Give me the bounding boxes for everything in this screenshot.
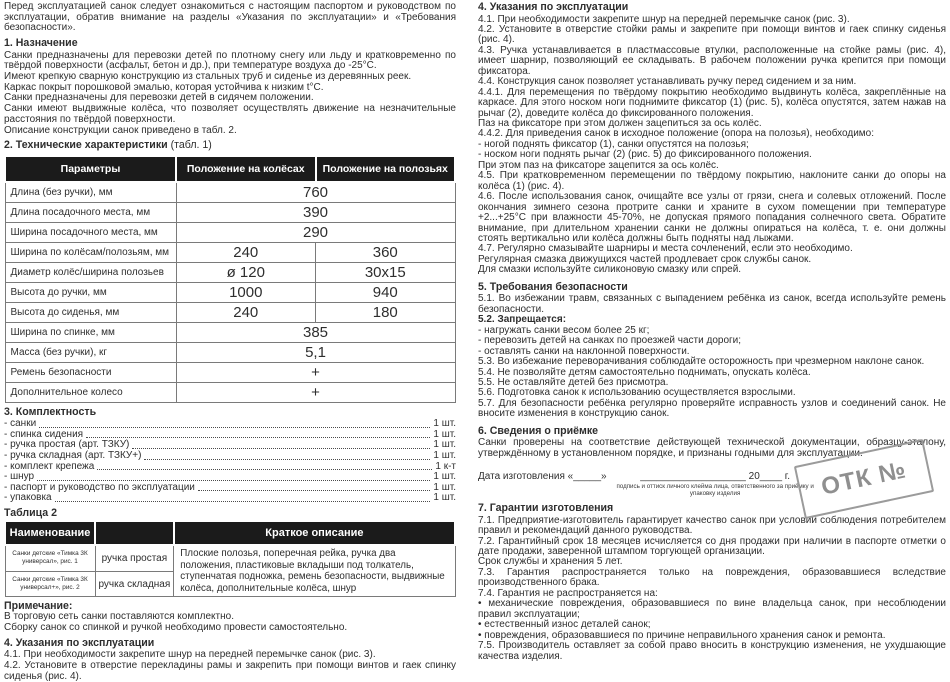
paragraph: В торговую сеть санки поставляются комплектно. [4, 611, 234, 623]
paragraph: Санки проверены на соответствие действующей технической документации, образцу-эталону, утверждённому в установленном порядке, и признаны годными для эксплуатации. [478, 437, 946, 459]
paragraph: Описание конструкции санок приведено в табл. 2. [4, 124, 237, 136]
paragraph: 7.5. Производитель оставляет за собой право вносить в конструкцию изменения, не ухудшающие качества изделия. [478, 640, 946, 662]
dot-leader [55, 501, 431, 502]
param-value: 180 [316, 302, 456, 322]
section-4-left-title: 4. Указания по эксплуатации [4, 636, 155, 649]
model-handle: ручка простая [95, 545, 174, 571]
dot-leader [97, 469, 432, 470]
param-value: 240 [176, 302, 316, 322]
models-table [4, 520, 456, 597]
section-2-title [4, 140, 456, 152]
kit-item-qty: 1 шт. [433, 428, 456, 440]
kit-item-name: - шнур [4, 471, 35, 483]
intro-paragraph: Перед эксплуатацией санок следует ознакомиться с настоящим паспортом и руководством по эксплуатации, обратив внимание на разделы «Указания по эксплуатации» и «Требования безопасности». [4, 1, 456, 34]
param-label: Диаметр колёс/ширина полозьев [5, 262, 176, 282]
kit-item-qty: 1 шт. [433, 492, 456, 504]
param-value: 5,1 [176, 342, 455, 362]
table-row [5, 242, 455, 262]
paragraph: 5.7. Для безопасности ребёнка регулярно проверяйте исправность узлов и соединений санок. Не вносите изменения в конструкцию санок. [478, 397, 946, 420]
paragraph: При этом паз на фиксаторе зацепится за ось колёс. [478, 159, 719, 171]
signature-caption: подпись и оттиск личного клейма лица, ответственного за приёмку и упаковку изделия [616, 483, 814, 498]
param-label: Ширина по колёсам/полозьям, мм [5, 242, 176, 262]
kit-item-name: - паспорт и руководство по эксплуатации [4, 481, 195, 493]
table-row [5, 342, 455, 362]
paragraph: 4.4. Конструкция санок позволяет устанавливать ручку перед сидением и за ним. [478, 76, 857, 88]
table-row [5, 302, 455, 322]
kit-item-qty: 1 шт. [433, 418, 456, 430]
column-header: Положение на колёсах [176, 156, 316, 182]
param-label: Высота до ручки, мм [5, 282, 176, 302]
paragraph: Санки предназначены для перевозки детей по плотному снегу или льду и кратковременно по твёрдой поверхности (асфальт, бетон и др.), при температуре воздуха до -25°С. [4, 49, 456, 72]
paragraph: 4.6. После использования санок, очищайте все узлы от грязи, снега и солевых отложений. После окончания зимнего сезона протрите санки и храните в сухом помещении при температуре +2...+25°С при влажности 45-70%, не допуская прямого попадания солнечного света. Обратите внимание, при длительном хранении санки не должны опираться на колёса, т. е. они должны стоять вертикально или колёса должны быть подняты над лыжами. [478, 191, 946, 245]
table-row [5, 282, 455, 302]
kit-item-name: - спинка сидения [4, 428, 84, 440]
section-1-title: 1. Назначение [4, 37, 78, 50]
param-value: 290 [176, 222, 455, 242]
param-value: + [176, 362, 455, 382]
dot-leader [37, 480, 430, 481]
section-3-title: 3. Комплектность [4, 405, 97, 418]
paragraph: 4.1. При необходимости закрепите шнур на передней перемычке санок (рис. 3). [478, 13, 850, 25]
paragraph: 4.5. При кратковременном перемещении по твёрдому покрытию, наклоните санки до опоры на колёса (1) (рис. 4). [478, 170, 946, 192]
paragraph: - нагружать санки весом более 25 кг; [478, 324, 650, 336]
paragraph: 4.2. Установите в отверстие стойки рамы и закрепите при помощи винтов и гаек спинку сиденья (рис. 4). [478, 23, 946, 46]
param-value: 390 [176, 202, 455, 222]
column-header: Краткое описание [174, 521, 455, 545]
kit-item [4, 493, 456, 504]
paragraph: 4.4.2. Для приведения санок в исходное положение (опора на полозья), необходимо: [478, 128, 875, 140]
paragraph: Срок службы и хранения 5 лет. [478, 556, 623, 568]
paragraph: 7.1. Предприятие-изготовитель гарантирует качество санок при условии соблюдения потребителем правил и рекомендаций данного руководства. [478, 514, 946, 537]
kit-item-qty: 1 шт. [433, 450, 456, 462]
paragraph: • повреждения, образовавшиеся по причине неправильного хранения санок и ремонта. [478, 629, 886, 641]
model-description: Плоские полозья, поперечная рейка, ручка два положения, пластиковые вкладыши под толкатель, ступенчатая подножка, ремень безопасности, выдвижные колёса, дополнительные колёса, шнур [174, 545, 455, 597]
kit-item-name: - ручка простая (арт. ТЗКУ) [4, 439, 130, 451]
table-row [5, 362, 455, 382]
table-row [5, 382, 455, 402]
signature-block [613, 471, 818, 497]
kit-item-qty: 1 шт. [433, 471, 456, 483]
param-value: 760 [176, 182, 455, 203]
date-label: Дата изготовления «_____» [478, 471, 607, 483]
kit-item [4, 462, 456, 473]
paragraph: 4.2. Установите в отверстие перекладины рамы и закрепить при помощи винтов и гаек спинку сиденья (рис. 4). [4, 659, 456, 682]
param-value: ø 120 [176, 262, 316, 282]
paragraph: - перевозить детей на санках по проезжей части дороги; [478, 335, 742, 347]
table-row [5, 322, 455, 342]
model-handle: ручка складная [95, 571, 174, 597]
paragraph: 7.3. Гарантия распространяется только на повреждения, образовавшиеся вследствие производственного брака. [478, 566, 946, 589]
paragraph: 4.4.1. Для перемещения по твёрдому покрытию необходимо выдвинуть колёса, закреплённые на каркасе. Для этого носком ноги поднимите фиксатор (1) (рис. 5), колёса опустятся, затем нажав на рычаг (2), доведите колёса до фиксированного положения. [478, 86, 946, 119]
specs-table [4, 155, 456, 403]
paragraph: Паз на фиксаторе при этом должен зацепиться за ось колёс. [478, 118, 762, 130]
paragraph: Каркас покрыт порошковой эмалью, которая устойчива к низким t°С. [4, 81, 324, 93]
qc-stamp-label: ОТК № [818, 456, 909, 501]
note-title: Примечание: [4, 600, 73, 613]
param-value: 360 [316, 242, 456, 262]
kit-item-name: - комплект крепежа [4, 460, 95, 472]
signature-line: ___________________ 20____ г. [640, 471, 791, 483]
paragraph: - носком ноги поднять рычаг (2) (рис. 5) до фиксированного положения. [478, 149, 812, 161]
param-label: Длина посадочного места, мм [5, 202, 176, 222]
paragraph: Имеют крепкую сварную конструкцию из стальных труб и сиденье из деревянных реек. [4, 71, 412, 83]
param-label: Высота до сиденья, мм [5, 302, 176, 322]
param-value: 30x15 [316, 262, 456, 282]
section-5-title: 5. Требования безопасности [478, 280, 628, 293]
paragraph: 7.2. Гарантийный срок 18 месяцев исчисляется со дня продажи при наличии в паспорте отметки о дате продажи, заверенной штампом торгующей организации. [478, 535, 946, 558]
model-name: Санки детские «Тимка 3К универсал+», рис. 2 [5, 571, 95, 597]
paragraph: 5.5. Не оставляйте детей без присмотра. [478, 376, 669, 388]
section-4-title: 4. Указания по эксплуатации [478, 1, 629, 13]
table-header-row [5, 521, 455, 545]
paragraph: • естественный износ деталей санок; [478, 619, 651, 631]
table-row [5, 545, 455, 571]
kit-item-qty: 1 шт. [433, 439, 456, 451]
param-label: Масса (без ручки), кг [5, 342, 176, 362]
subsection-title: 5.2. Запрещается: [478, 314, 567, 326]
kit-item-name: - санки [4, 418, 37, 430]
column-header: Положение на полозьях [316, 156, 456, 182]
kit-item [4, 483, 456, 494]
model-name: Санки детские «Тимка 3К универсал», рис. 1 [5, 545, 95, 571]
param-value: + [176, 382, 455, 402]
section-2-title-text: 2. Технические характеристики [4, 139, 168, 152]
paragraph: 5.1. Во избежании травм, связанных с выпадением ребёнка из санок, всегда используйте ремень безопасности. [478, 293, 946, 315]
column-header: Параметры [5, 156, 176, 182]
table-row [5, 202, 455, 222]
paragraph: 4.1. При необходимости закрепите шнур на передней перемычке санок (рис. 3). [4, 649, 376, 661]
param-value: 1000 [176, 282, 316, 302]
dot-leader [198, 490, 431, 491]
kit-item-name: - упаковка [4, 492, 52, 504]
param-label: Ширина посадочного места, мм [5, 222, 176, 242]
column-header: Наименование [5, 521, 95, 545]
kit-item-qty: 1 к-т [435, 460, 456, 472]
right-column [478, 2, 946, 662]
table-2-caption: Таблица 2 [4, 506, 57, 519]
paragraph: 4.7. Регулярно смазывайте шарниры и места сочленений, если это необходимо. [478, 243, 853, 255]
param-value: 240 [176, 242, 316, 262]
kit-item-name: - ручка складная (арт. ТЗКУ+) [4, 450, 142, 462]
paragraph: • механические повреждения, образовавшиеся по вине владельца санок, при несоблюдении правил эксплуатации; [478, 598, 946, 620]
section-6-title: 6. Сведения о приёмке [478, 424, 599, 437]
column-header-empty [95, 521, 174, 545]
param-value: 385 [176, 322, 455, 342]
table-row [5, 182, 455, 203]
table-row [5, 222, 455, 242]
param-label: Длина (без ручки), мм [5, 182, 176, 203]
table-header-row [5, 156, 455, 182]
dot-leader [86, 437, 430, 438]
paragraph: Санки предназначены для перевозки детей в сидячем положении. [4, 92, 314, 104]
dot-leader [144, 459, 430, 460]
paragraph: 4.3. Ручка устанавливается в пластмассовые втулки, расположенные на стойке рамы (рис. 4), имеет шарнир, позволяющий ее складывать. В рабочем положении ручка крепится при помощи фиксатора. [478, 44, 946, 77]
paragraph: 5.6. Подготовка санок к использованию осуществляется взрослыми. [478, 387, 796, 399]
param-label: Ширина по спинке, мм [5, 322, 176, 342]
section-2-title-suffix: (табл. 1) [167, 139, 212, 152]
paragraph: 5.4. Не позволяйте детям самостоятельно поднимать, опускать колёса. [478, 366, 811, 378]
param-label: Дополнительное колесо [5, 382, 176, 402]
paragraph: - ногой поднять фиксатор (1), санки опустятся на полозья; [478, 138, 749, 150]
kit-item-qty: 1 шт. [433, 481, 456, 493]
section-7-title: 7. Гарантии изготовления [478, 502, 614, 515]
param-label: Ремень безопасности [5, 362, 176, 382]
param-value: 940 [316, 282, 456, 302]
paragraph: Регулярная смазка движущихся частей продлевает срок службы санок. [478, 253, 812, 265]
dot-leader [39, 427, 430, 428]
paragraph: Сборку санок со спинкой и ручкой необходимо провести самостоятельно. [4, 622, 348, 634]
dot-leader [132, 448, 430, 449]
left-column [4, 2, 456, 682]
paragraph: 5.3. Во избежание переворачивания соблюдайте осторожность при чрезмерном наклоне санок. [478, 356, 925, 368]
table-row [5, 262, 455, 282]
paragraph: - оставлять санки на наклонной поверхности. [478, 345, 690, 357]
paragraph: Для смазки используйте силиконовую смазку или спрей. [478, 264, 742, 276]
paragraph: 7.4. Гарантия не распространяется на: [478, 587, 658, 599]
paragraph: Санки имеют выдвижные колёса, что позволяет осуществлять движение на незначительные расстояния по твёрдой поверхности. [4, 103, 456, 125]
